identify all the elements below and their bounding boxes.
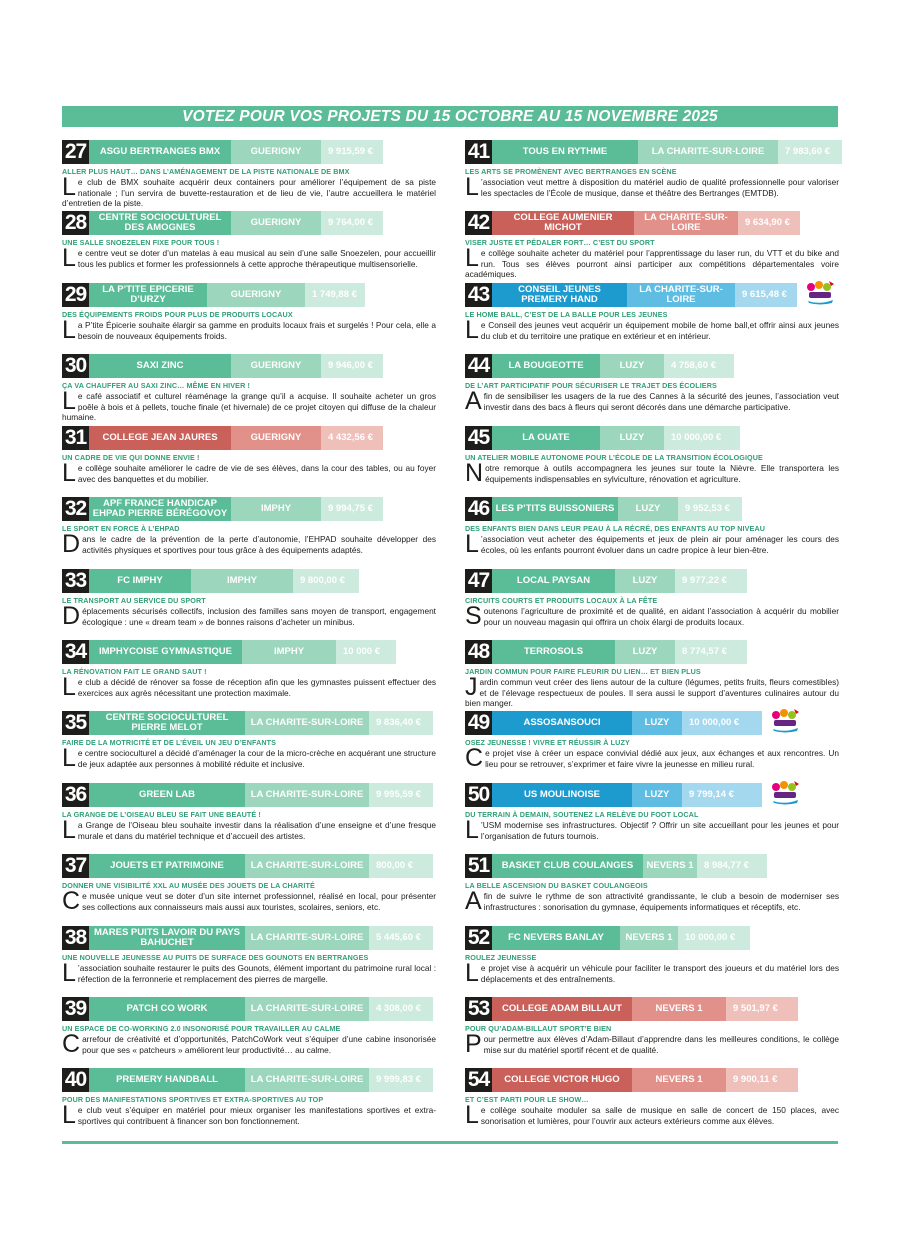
project-subtitle: LE TRANSPORT AU SERVICE DU SPORT bbox=[62, 596, 206, 605]
project-name: SAXI ZINC bbox=[89, 354, 231, 378]
project-location: LUZY bbox=[618, 497, 678, 521]
project-location: LUZY bbox=[600, 426, 664, 450]
vote-banner: VOTEZ POUR VOS PROJETS DU 15 OCTOBRE AU 15 NOVEMBRE 2025 bbox=[62, 106, 838, 127]
project-number: 50 bbox=[465, 783, 492, 807]
project-description-text: ans le cadre de la prévention de la perte d’autonomie, l’EHPAD souhaite développer des activités physiques et sportives pour tous grâce à des équipements adaptés. bbox=[82, 534, 436, 555]
project-amount: 4 308,00 € bbox=[369, 997, 433, 1021]
project-amount: 9 836,40 € bbox=[369, 711, 433, 735]
project-header-bar bbox=[62, 1068, 433, 1092]
project-location: NEVERS 1 bbox=[632, 997, 726, 1021]
drop-cap-letter: D bbox=[62, 530, 81, 558]
project-card bbox=[62, 711, 436, 781]
project-location: GUERIGNY bbox=[231, 426, 321, 450]
project-location: IMPHY bbox=[191, 569, 293, 593]
project-header-bar bbox=[62, 997, 433, 1021]
project-card bbox=[62, 783, 436, 853]
project-description-text: ’association souhaite restaurer le puits des Gounots, élément important du patrimoine rural local : réfection de la ferronnerie et remplacement des pierres de margelle. bbox=[77, 963, 436, 984]
project-name: LES P’TITS BUISSONIERS bbox=[492, 497, 618, 521]
project-amount: 9 946,00 € bbox=[321, 354, 383, 378]
bottom-divider bbox=[62, 1141, 838, 1144]
project-description bbox=[62, 816, 436, 844]
projects-column-left bbox=[62, 140, 436, 1140]
project-location: LA CHARITE-SUR-LOIRE bbox=[638, 140, 778, 164]
project-description-text: outenons l’agriculture de proximité et de qualité, en aidant l’association à acquérir du mobilier pour un nouveau magasin qui offrira un choix élargi de produits locaux. bbox=[483, 606, 839, 627]
project-name: ASGU BERTRANGES BMX bbox=[89, 140, 231, 164]
project-name: FC IMPHY bbox=[89, 569, 191, 593]
project-name: LA BOUGEOTTE bbox=[492, 354, 600, 378]
project-amount: 10 000,00 € bbox=[682, 711, 762, 735]
drop-cap-letter: C bbox=[465, 744, 484, 772]
project-header-bar bbox=[465, 711, 762, 735]
projects-column-right bbox=[465, 140, 839, 1140]
drop-cap-letter: L bbox=[465, 173, 479, 201]
project-card bbox=[62, 497, 436, 567]
project-location: LA CHARITE-SUR-LOIRE bbox=[627, 283, 735, 307]
project-number: 46 bbox=[465, 497, 492, 521]
project-header-bar bbox=[465, 354, 734, 378]
drop-cap-letter: L bbox=[465, 816, 479, 844]
project-description-text: fin de suivre le rythme de son attractivité grandissante, le club a besoin de moderniser ses infrastructures : sonorisation du gymnase, équipements informatiques et réceptifs, etc. bbox=[483, 891, 839, 912]
project-name: JOUETS ET PATRIMOINE bbox=[89, 854, 245, 878]
project-card bbox=[465, 569, 839, 639]
project-description-text: e collège souhaite améliorer le cadre de vie de ses élèves, dans la cour des tables, ou au foyer avec des banquettes et du mobilier. bbox=[77, 463, 436, 484]
project-description-text: e projet vise à acquérir un véhicule pour faciliter le transport des joueurs et du matériel lors des déplacements et des entraînements. bbox=[480, 963, 839, 984]
project-description bbox=[465, 316, 839, 344]
drop-cap-letter: L bbox=[62, 1101, 76, 1129]
project-description bbox=[465, 530, 839, 558]
project-header-bar bbox=[62, 854, 433, 878]
project-number: 54 bbox=[465, 1068, 492, 1092]
project-amount: 8 984,77 € bbox=[697, 854, 767, 878]
project-subtitle: UNE NOUVELLE JEUNESSE AU PUITS DE SURFACE DES GOUNOTS EN BERTRANGES bbox=[62, 953, 369, 962]
project-description bbox=[465, 244, 839, 280]
project-amount: 10 000 € bbox=[336, 640, 396, 664]
project-name: COLLEGE AUMENIER MICHOT bbox=[492, 211, 634, 235]
project-number: 35 bbox=[62, 711, 89, 735]
project-subtitle: LE HOME BALL, C’EST DE LA BALLE POUR LES JEUNES bbox=[465, 310, 668, 319]
project-location: LUZY bbox=[632, 783, 682, 807]
youth-logo-icon bbox=[805, 279, 836, 305]
project-card bbox=[465, 1068, 839, 1138]
project-location: GUERIGNY bbox=[231, 354, 321, 378]
drop-cap-letter: D bbox=[62, 602, 81, 630]
drop-cap-letter: L bbox=[62, 244, 76, 272]
project-amount: 800,00 € bbox=[369, 854, 433, 878]
project-description-text: éplacements sécurisés collectifs, inclusion des familles sans moyen de transport, engagement écologique : une « dream team » de bonnes raisons d’acheter un minibus. bbox=[82, 606, 436, 627]
project-amount: 1 749,88 € bbox=[305, 283, 365, 307]
project-description-text: e collège souhaite moduler sa salle de musique en salle de concert de 150 places, avec sonorisation et lumières, pour l’ouvrir aux acteurs extérieurs comme aux élèves. bbox=[480, 1105, 839, 1126]
project-amount: 7 983,60 € bbox=[778, 140, 842, 164]
project-card bbox=[465, 426, 839, 496]
project-subtitle: POUR QU’ADAM-BILLAUT SPORT’E BIEN bbox=[465, 1024, 612, 1033]
project-number: 28 bbox=[62, 211, 89, 235]
project-name: APF FRANCE HANDICAP EHPAD PIERRE BÉRÉGOVOY bbox=[89, 497, 231, 521]
project-header-bar bbox=[62, 569, 359, 593]
drop-cap-letter: C bbox=[62, 887, 81, 915]
project-subtitle: LA GRANGE DE L’OISEAU BLEU SE FAIT UNE BEAUTÉ ! bbox=[62, 810, 261, 819]
project-amount: 9 952,53 € bbox=[678, 497, 742, 521]
project-number: 39 bbox=[62, 997, 89, 1021]
project-name: IMPHYCOISE GYMNASTIQUE bbox=[89, 640, 242, 664]
project-amount: 9 764,00 € bbox=[321, 211, 383, 235]
project-amount: 9 915,59 € bbox=[321, 140, 383, 164]
project-header-bar bbox=[465, 854, 767, 878]
project-name: MARES PUITS LAVOIR DU PAYS BAHUCHET bbox=[89, 926, 245, 950]
project-location: LA CHARITE-SUR-LOIRE bbox=[245, 854, 369, 878]
drop-cap-letter: L bbox=[62, 459, 76, 487]
project-subtitle: LE SPORT EN FORCE À L’EHPAD bbox=[62, 524, 180, 533]
project-amount: 9 999,83 € bbox=[369, 1068, 433, 1092]
project-name: TERROSOLS bbox=[492, 640, 615, 664]
project-number: 44 bbox=[465, 354, 492, 378]
project-number: 48 bbox=[465, 640, 492, 664]
drop-cap-letter: L bbox=[465, 244, 479, 272]
project-description bbox=[62, 173, 436, 209]
project-subtitle: CIRCUITS COURTS ET PRODUITS LOCAUX À LA FÊTE bbox=[465, 596, 658, 605]
project-header-bar bbox=[465, 497, 742, 521]
project-name: CENTRE SOCIOCULTUREL PIERRE MELOT bbox=[89, 711, 245, 735]
project-subtitle: LA BELLE ASCENSION DU BASKET COULANGEOIS bbox=[465, 881, 648, 890]
project-number: 51 bbox=[465, 854, 492, 878]
project-name: LA P’TITE EPICERIE D’URZY bbox=[89, 283, 207, 307]
project-name: BASKET CLUB COULANGES bbox=[492, 854, 643, 878]
project-header-bar bbox=[62, 426, 383, 450]
project-subtitle: UNE SALLE SNOEZELEN FIXE POUR TOUS ! bbox=[62, 238, 220, 247]
project-description-text: otre remorque à outils accompagnera les jeunes sur toute la Nièvre. Elle transportera les équipements indispensables en sylviculture, rénovation et agriculture. bbox=[485, 463, 839, 484]
project-number: 34 bbox=[62, 640, 89, 664]
project-description bbox=[62, 959, 436, 987]
project-location: IMPHY bbox=[231, 497, 321, 521]
project-name: PATCH CO WORK bbox=[89, 997, 245, 1021]
project-card bbox=[62, 140, 436, 210]
project-subtitle: LES ARTS SE PROMÈNENT AVEC BERTRANGES EN SCÈNE bbox=[465, 167, 677, 176]
project-card bbox=[465, 640, 839, 710]
project-number: 52 bbox=[465, 926, 492, 950]
project-header-bar bbox=[62, 211, 383, 235]
project-subtitle: ÇA VA CHAUFFER AU SAXI ZINC… MÊME EN HIVER ! bbox=[62, 381, 250, 390]
project-description-text: e centre socioculturel a décidé d’aménager la cour de la micro-crèche en acquérant une structure de jeux adaptée aux personnes à mobilité réduite et inclusive. bbox=[77, 748, 436, 769]
project-amount: 9 800,00 € bbox=[293, 569, 359, 593]
project-subtitle: UN ATELIER MOBILE AUTONOME POUR L’ÉCOLE DE LA TRANSITION ÉCOLOGIQUE bbox=[465, 453, 763, 462]
project-card bbox=[465, 783, 839, 853]
project-name: LA OUATE bbox=[492, 426, 600, 450]
project-description bbox=[62, 673, 436, 701]
project-card bbox=[62, 1068, 436, 1138]
project-number: 41 bbox=[465, 140, 492, 164]
project-amount: 9 900,11 € bbox=[726, 1068, 798, 1092]
project-amount: 10 000,00 € bbox=[664, 426, 740, 450]
project-subtitle: DONNER UNE VISIBILITÉ XXL AU MUSÉE DES JOUETS DE LA CHARITÉ bbox=[62, 881, 315, 890]
project-header-bar bbox=[62, 283, 365, 307]
drop-cap-letter: N bbox=[465, 459, 484, 487]
project-location: LA CHARITE-SUR-LOIRE bbox=[245, 926, 369, 950]
project-header-bar bbox=[62, 783, 433, 807]
project-location: LA CHARITE-SUR-LOIRE bbox=[245, 783, 369, 807]
project-description-text: e collège souhaite acheter du matériel pour l’apprentissage du laser run, du VTT et du bike and run. Tous ses élèves pourront ainsi participer aux compétitions départementales voire académiques. bbox=[465, 248, 839, 279]
drop-cap-letter: L bbox=[465, 1101, 479, 1129]
project-description bbox=[62, 387, 436, 423]
project-description bbox=[465, 602, 839, 630]
project-subtitle: ROULEZ JEUNESSE bbox=[465, 953, 537, 962]
project-number: 49 bbox=[465, 711, 492, 735]
project-amount: 5 445,60 € bbox=[369, 926, 433, 950]
project-name: COLLEGE VICTOR HUGO bbox=[492, 1068, 632, 1092]
project-name: GREEN LAB bbox=[89, 783, 245, 807]
drop-cap-letter: A bbox=[465, 887, 482, 915]
project-card bbox=[62, 997, 436, 1067]
project-description-text: e centre veut se doter d’un matelas à eau musical au sein d’une salle Snoezelen, pour accueillir tous les publics et former les professionnels à cette approche thérapeutique multisensorielle. bbox=[77, 248, 436, 269]
drop-cap-letter: L bbox=[62, 744, 76, 772]
project-subtitle: JARDIN COMMUN POUR FAIRE FLEURIR DU LIEN… ET BIEN PLUS bbox=[465, 667, 701, 676]
youth-logo-icon bbox=[770, 779, 801, 805]
project-header-bar bbox=[465, 783, 762, 807]
project-description bbox=[62, 316, 436, 344]
project-description bbox=[465, 816, 839, 844]
project-header-bar bbox=[465, 426, 740, 450]
project-location: GUERIGNY bbox=[207, 283, 305, 307]
project-amount: 9 799,14 € bbox=[682, 783, 762, 807]
project-card bbox=[465, 497, 839, 567]
drop-cap-letter: L bbox=[465, 316, 479, 344]
project-name: PREMERY HANDBALL bbox=[89, 1068, 245, 1092]
project-header-bar bbox=[465, 1068, 798, 1092]
project-amount: 9 977,22 € bbox=[675, 569, 747, 593]
project-amount: 9 995,59 € bbox=[369, 783, 433, 807]
project-description-text: ’association veut acheter des équipements et jeux de plein air pour aménager les cours des écoles, où les enfants pourront évoluer dans un cadre propice à leur bien-être. bbox=[480, 534, 839, 555]
project-header-bar bbox=[62, 640, 396, 664]
project-description-text: e café associatif et culturel réaménage la grange qu’il a acquise. Il souhaite acheter un gros poêle à bois et à pellets, touche finale (et hivernale) de ce projet citoyen qui diffuse de la chaleur humaine. bbox=[62, 391, 436, 422]
project-header-bar bbox=[465, 211, 800, 235]
project-subtitle: UN CADRE DE VIE QUI DONNE ENVIE ! bbox=[62, 453, 200, 462]
project-description bbox=[465, 1030, 839, 1058]
project-subtitle: DES ENFANTS BIEN DANS LEUR PEAU À LA RÉCRÉ, DES ENFANTS AU TOP NIVEAU bbox=[465, 524, 766, 533]
project-card bbox=[62, 854, 436, 924]
project-amount: 9 994,75 € bbox=[321, 497, 383, 521]
project-description bbox=[62, 530, 436, 558]
project-card bbox=[465, 711, 839, 781]
project-name: COLLEGE JEAN JAURES bbox=[89, 426, 231, 450]
project-amount: 9 615,48 € bbox=[735, 283, 797, 307]
project-description-text: ’association veut mettre à disposition du matériel audio de qualité professionnelle pour valoriser les spectacles de l’École de musique, danse et théâtre des Bertranges (EMTDB). bbox=[480, 177, 839, 198]
drop-cap-letter: L bbox=[62, 387, 76, 415]
project-subtitle: UN ESPACE DE CO-WORKING 2.0 INSONORISÉ POUR TRAVAILLER AU CALME bbox=[62, 1024, 341, 1033]
project-card bbox=[62, 640, 436, 710]
project-description-text: e Conseil des jeunes veut acquérir un équipement mobile de home ball,et offrir ainsi aux jeunes du club et du territoire une pratique en extérieur et en intérieur. bbox=[480, 320, 839, 341]
project-description-text: ardin commun veut créer des liens autour de la culture (légumes, petits fruits, fleurs comestibles) et de l’élevage respectueux de poules. Il sera aussi le support d’aventures culinaires autour du bien manger. bbox=[465, 677, 839, 708]
project-number: 47 bbox=[465, 569, 492, 593]
project-number: 32 bbox=[62, 497, 89, 521]
project-number: 31 bbox=[62, 426, 89, 450]
project-amount: 4 758,60 € bbox=[664, 354, 734, 378]
project-header-bar bbox=[465, 640, 747, 664]
project-number: 45 bbox=[465, 426, 492, 450]
project-description bbox=[465, 959, 839, 987]
project-location: LUZY bbox=[615, 640, 675, 664]
project-card bbox=[465, 354, 839, 424]
project-card bbox=[62, 426, 436, 496]
project-number: 38 bbox=[62, 926, 89, 950]
project-name: COLLEGE ADAM BILLAUT bbox=[492, 997, 632, 1021]
project-card bbox=[62, 569, 436, 639]
drop-cap-letter: L bbox=[465, 959, 479, 987]
drop-cap-letter: L bbox=[62, 959, 76, 987]
project-name: US MOULINOISE bbox=[492, 783, 632, 807]
project-subtitle: POUR DES MANIFESTATIONS SPORTIVES ET EXTRA-SPORTIVES AU TOP bbox=[62, 1095, 324, 1104]
project-description bbox=[62, 1101, 436, 1129]
project-header-bar bbox=[465, 997, 798, 1021]
project-description bbox=[62, 244, 436, 272]
project-subtitle: LA RÉNOVATION FAIT LE GRAND SAUT ! bbox=[62, 667, 207, 676]
project-card bbox=[465, 140, 839, 210]
project-location: GUERIGNY bbox=[231, 140, 321, 164]
project-description bbox=[465, 744, 839, 772]
project-number: 33 bbox=[62, 569, 89, 593]
project-location: GUERIGNY bbox=[231, 211, 321, 235]
project-number: 27 bbox=[62, 140, 89, 164]
project-subtitle: DES ÉQUIPEMENTS FROIDS POUR PLUS DE PRODUITS LOCAUX bbox=[62, 310, 293, 319]
project-number: 29 bbox=[62, 283, 89, 307]
project-location: LA CHARITE-SUR-LOIRE bbox=[245, 711, 369, 735]
project-location: NEVERS 1 bbox=[643, 854, 697, 878]
project-description bbox=[465, 673, 839, 709]
project-location: LA CHARITE-SUR-LOIRE bbox=[245, 1068, 369, 1092]
project-name: LOCAL PAYSAN bbox=[492, 569, 615, 593]
project-card bbox=[465, 926, 839, 996]
project-card bbox=[465, 211, 839, 281]
project-subtitle: DU TERRAIN À DEMAIN, SOUTENEZ LA RELÈVE DU FOOT LOCAL bbox=[465, 810, 699, 819]
project-description-text: fin de sensibiliser les usagers de la rue des Cannes à la sécurité des jeunes, l’association veut investir dans des bacs à fleurs qui seront décorés dans une démarche participative. bbox=[483, 391, 839, 412]
project-number: 30 bbox=[62, 354, 89, 378]
project-description bbox=[465, 173, 839, 201]
project-header-bar bbox=[62, 711, 433, 735]
project-name: ASSOSANSOUCI bbox=[492, 711, 632, 735]
project-header-bar bbox=[465, 283, 797, 307]
project-header-bar bbox=[465, 140, 842, 164]
project-card bbox=[465, 854, 839, 924]
project-description bbox=[465, 1101, 839, 1129]
project-description bbox=[465, 887, 839, 915]
project-header-bar bbox=[62, 354, 383, 378]
project-header-bar bbox=[62, 497, 383, 521]
project-description-text: e club de BMX souhaite acquérir deux containers pour améliorer l’équipement de sa piste nationale ; l’un servira de buvette-restauration et de lieu de vie, l’autre accueillera le matériel d’entretien de la piste. bbox=[62, 177, 436, 208]
project-name: CONSEIL JEUNES PREMERY HAND bbox=[492, 283, 627, 307]
drop-cap-letter: J bbox=[465, 673, 478, 701]
project-description bbox=[62, 1030, 436, 1058]
drop-cap-letter: P bbox=[465, 1030, 482, 1058]
project-subtitle: VISER JUSTE ET PÉDALER FORT… C’EST DU SPORT bbox=[465, 238, 655, 247]
project-description-text: ’USM modernise ses infrastructures. Objectif ? Offrir un site accueillant pour les jeunes et pour l’organisation de futurs tournois. bbox=[480, 820, 839, 841]
project-number: 43 bbox=[465, 283, 492, 307]
project-amount: 9 634,90 € bbox=[738, 211, 800, 235]
project-card bbox=[465, 997, 839, 1067]
project-header-bar bbox=[62, 140, 383, 164]
project-subtitle: DE L’ART PARTICIPATIF POUR SÉCURISER LE TRAJET DES ÉCOLIERS bbox=[465, 381, 717, 390]
project-card bbox=[62, 283, 436, 353]
project-card bbox=[62, 926, 436, 996]
project-location: IMPHY bbox=[242, 640, 336, 664]
drop-cap-letter: L bbox=[465, 530, 479, 558]
project-amount: 8 774,57 € bbox=[675, 640, 747, 664]
project-number: 42 bbox=[465, 211, 492, 235]
drop-cap-letter: L bbox=[62, 816, 76, 844]
project-number: 40 bbox=[62, 1068, 89, 1092]
project-number: 37 bbox=[62, 854, 89, 878]
project-description-text: e projet vise à créer un espace convivial dédié aux jeux, aux échanges et aux rencontres. Un lieu pour se retrouver, s’exprimer et faire vivre la jeunesse en milieu rural. bbox=[485, 748, 839, 769]
project-location: LUZY bbox=[600, 354, 664, 378]
project-location: NEVERS 1 bbox=[632, 1068, 726, 1092]
project-subtitle: FAIRE DE LA MOTRICITÉ ET DE L’ÉVEIL UN JEU D’ENFANTS bbox=[62, 738, 277, 747]
project-subtitle: ALLER PLUS HAUT… DANS L’AMÉNAGEMENT DE LA PISTE NATIONALE DE BMX bbox=[62, 167, 350, 176]
project-card bbox=[62, 354, 436, 424]
project-header-bar bbox=[62, 926, 433, 950]
project-description bbox=[62, 602, 436, 630]
project-description-text: our permettre aux élèves d’Adam-Billaut d’apprendre dans les meilleures conditions, le collège mise sur du matériel sportif récent et de qualité. bbox=[483, 1034, 839, 1055]
project-subtitle: ET C’EST PARTI POUR LE SHOW… bbox=[465, 1095, 589, 1104]
project-number: 36 bbox=[62, 783, 89, 807]
project-description bbox=[465, 459, 839, 487]
youth-logo-icon bbox=[770, 707, 801, 733]
project-description-text: e club a décidé de rénover sa fosse de réception afin que les gymnastes puissent effectuer des exercices aux agrès nécessitant une protection maximale. bbox=[77, 677, 436, 698]
project-location: LUZY bbox=[632, 711, 682, 735]
project-name: TOUS EN RYTHME bbox=[492, 140, 638, 164]
project-description-text: e club veut s’équiper en matériel pour mieux organiser les manifestations sportives et extra-sportives qui contribuent à financer son bon fonctionnement. bbox=[77, 1105, 436, 1126]
project-number: 53 bbox=[465, 997, 492, 1021]
project-description bbox=[465, 387, 839, 415]
project-description bbox=[62, 459, 436, 487]
project-description-text: a P’tite Épicerie souhaite élargir sa gamme en produits locaux frais et surgelés ! Pour cela, elle a besoin de nouveaux équipements froids. bbox=[77, 320, 436, 341]
project-description-text: a Grange de l’Oiseau bleu souhaite investir dans la réalisation d’une enseigne et d’une fresque murale et dans du matériel technique et d’accueil des artistes. bbox=[77, 820, 436, 841]
project-header-bar bbox=[465, 569, 747, 593]
project-amount: 10 000,00 € bbox=[678, 926, 750, 950]
drop-cap-letter: C bbox=[62, 1030, 81, 1058]
project-amount: 9 501,97 € bbox=[726, 997, 798, 1021]
project-location: LA CHARITE-SUR-LOIRE bbox=[634, 211, 738, 235]
project-description-text: arrefour de créativité et d’opportunités, PatchCoWork veut s’équiper d’une cabine insonorisée pour que ses « patcheurs » améliorent leur productivité… au calme. bbox=[82, 1034, 436, 1055]
project-card bbox=[465, 283, 839, 353]
project-description-text: e musée unique veut se doter d’un site internet professionnel, réalisé en local, pour présenter ses collections aux connaisseurs mais aussi aux touristes, scolaires, seniors, etc. bbox=[82, 891, 436, 912]
project-subtitle: OSEZ JEUNESSE ! VIVRE ET RÉUSSIR À LUZY bbox=[465, 738, 630, 747]
project-location: NEVERS 1 bbox=[620, 926, 678, 950]
project-location: LUZY bbox=[615, 569, 675, 593]
drop-cap-letter: L bbox=[62, 316, 76, 344]
project-card bbox=[62, 211, 436, 281]
project-header-bar bbox=[465, 926, 750, 950]
project-amount: 4 432,56 € bbox=[321, 426, 383, 450]
project-description bbox=[62, 887, 436, 915]
project-description bbox=[62, 744, 436, 772]
drop-cap-letter: A bbox=[465, 387, 482, 415]
drop-cap-letter: L bbox=[62, 673, 76, 701]
drop-cap-letter: S bbox=[465, 602, 482, 630]
project-name: FC NEVERS BANLAY bbox=[492, 926, 620, 950]
project-name: CENTRE SOCIOCULTUREL DES AMOGNES bbox=[89, 211, 231, 235]
drop-cap-letter: L bbox=[62, 173, 76, 201]
project-location: LA CHARITE-SUR-LOIRE bbox=[245, 997, 369, 1021]
